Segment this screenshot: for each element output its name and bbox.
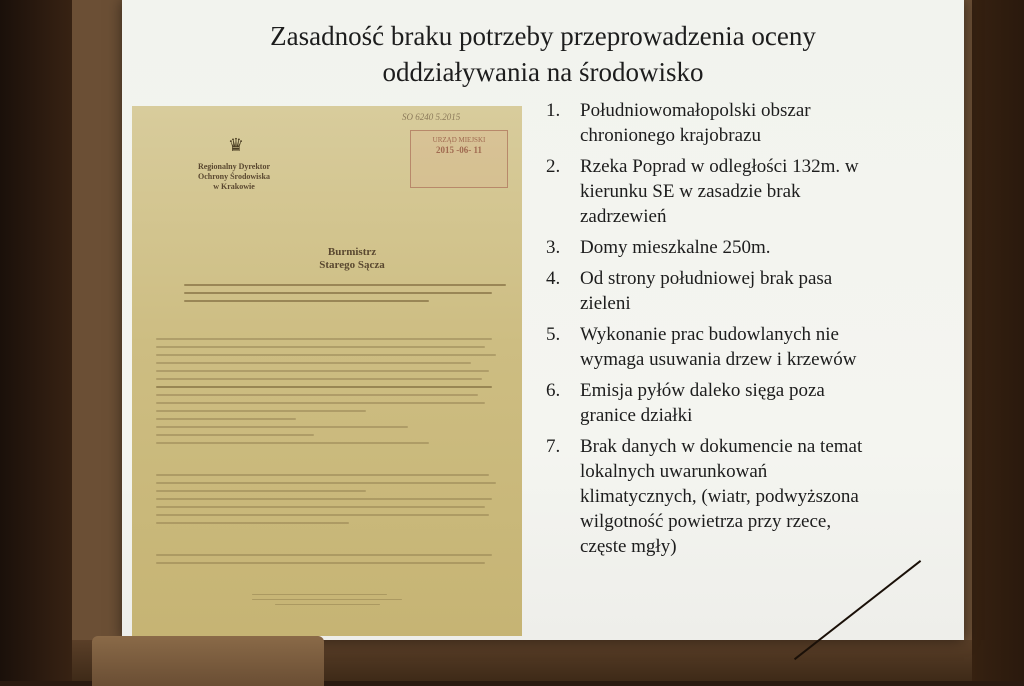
list-item-line: zieleni [580, 293, 631, 314]
list-item-number: 1. [546, 100, 561, 121]
list-item [546, 235, 956, 260]
list-item-line: Domy mieszkalne 250m. [580, 237, 771, 258]
scanned-letter [132, 106, 522, 636]
list-item-line: wilgotność powietrza przy rzece, [580, 511, 832, 532]
stamp-date: 2015 -06- 11 [436, 145, 482, 155]
letter-addressee-line: Starego Sącza [319, 259, 385, 271]
list-item [546, 434, 956, 559]
list-item-line: lokalnych uwarunkowań [580, 461, 768, 482]
list-item-line: kierunku SE w zasadzie brak [580, 181, 801, 202]
list-item [546, 266, 956, 316]
list-item-line: Brak danych w dokumencie na temat [580, 436, 863, 457]
list-item-number: 5. [546, 324, 561, 345]
slide-title-line: oddziaływania na środowisko [382, 57, 704, 87]
letter-body-lines-2 [156, 474, 506, 530]
handwritten-reference: SO 6240 5.2015 [402, 112, 461, 122]
letter-sender [174, 162, 294, 192]
list-item-number: 6. [546, 380, 561, 401]
list-item-number: 2. [546, 156, 561, 177]
list-item [546, 98, 956, 148]
list-item-line: wymaga usuwania drzew i krzewów [580, 349, 857, 370]
list-item-line: Od strony południowej brak pasa [580, 268, 833, 289]
letter-sender-line: Ochrony Środowiska [198, 172, 270, 181]
list-item-line: zadrzewień [580, 206, 667, 227]
list-item-number: 4. [546, 268, 561, 289]
letter-body-lines [156, 338, 506, 450]
list-item-line: Południowomałopolski obszar [580, 100, 811, 121]
reasons-list [546, 98, 956, 565]
list-item-line: granice działki [580, 405, 693, 426]
stamp-title: URZĄD MIEJSKI [432, 136, 486, 144]
list-item [546, 378, 956, 428]
room-wall-left [0, 0, 80, 681]
list-item-line: chronionego krajobrazu [580, 125, 761, 146]
list-item-line: częste mgły) [580, 536, 677, 557]
letter-sender-line: w Krakowie [213, 182, 255, 191]
letter-body-lines-3 [156, 554, 506, 570]
slide-title [122, 18, 964, 90]
letter-addressee-line: Burmistrz [327, 246, 377, 258]
list-item [546, 322, 956, 372]
letter-footer [252, 594, 402, 609]
list-item-number: 7. [546, 436, 561, 457]
list-item-number: 3. [546, 237, 561, 258]
list-item-line: Wykonanie prac budowlanych nie [580, 324, 839, 345]
letter-subject-lines [156, 284, 506, 308]
list-item [546, 154, 956, 229]
list-item-line: Rzeka Poprad w odległości 132m. w [580, 156, 859, 177]
slide-title-line: Zasadność braku potrzeby przeprowadzenia oceny [270, 21, 816, 51]
receipt-stamp [410, 130, 508, 188]
projected-slide [122, 0, 964, 640]
list-item-line: klimatycznych, (wiatr, podwyższona [580, 486, 859, 507]
letter-sender-line: Regionalny Dyrektor [197, 162, 271, 171]
eagle-emblem-icon: ♛ [227, 135, 245, 155]
letter-addressee [292, 246, 412, 272]
chair-back [92, 636, 324, 686]
list-item-line: Emisja pyłów daleko sięga poza [580, 380, 825, 401]
